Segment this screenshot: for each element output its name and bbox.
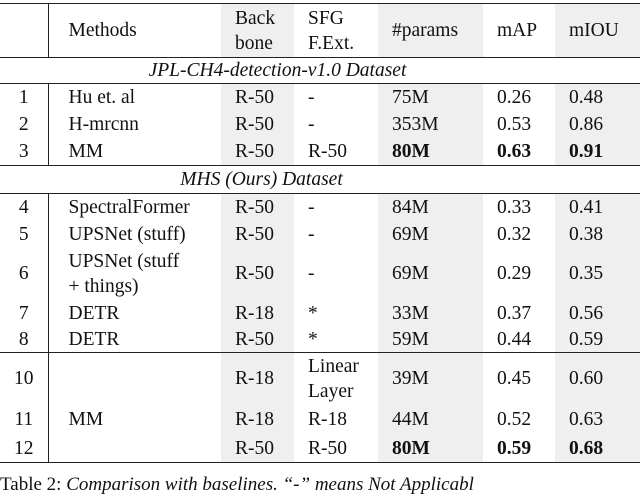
header-methods: Methods: [48, 4, 221, 58]
cell-num: 3: [0, 138, 48, 166]
cell-sfg-line: Layer: [308, 380, 354, 402]
cell-miou: 0.56: [555, 300, 640, 327]
cell-miou: 0.38: [555, 221, 640, 248]
cell-sfg: -: [308, 263, 315, 284]
table-row: [0, 435, 640, 463]
table-row: [0, 248, 640, 300]
cell-backbone: R-50: [221, 194, 294, 221]
cell-backbone: R-18: [221, 405, 294, 435]
cell-num: 10: [0, 353, 48, 405]
cell-miou: 0.59: [555, 327, 640, 353]
cell-method: [48, 248, 221, 300]
cell-miou: 0.60: [555, 353, 640, 405]
cell-method: MM: [68, 409, 104, 430]
cell-params: 69M: [378, 221, 483, 248]
cell-backbone: R-50: [221, 111, 294, 138]
cell-method-line: + things): [68, 275, 139, 297]
table-row: [0, 138, 640, 166]
cell-params: 80M: [378, 435, 483, 463]
cell-method: H-mrcnn: [68, 113, 139, 135]
cell-method: [48, 435, 221, 463]
cell-sfg-line: Linear: [308, 355, 359, 377]
cell-method: MM: [68, 140, 104, 162]
cell-backbone: R-18: [221, 353, 294, 405]
table-row: [0, 327, 640, 353]
header-row: [0, 4, 640, 58]
cell-map: 0.26: [483, 84, 555, 111]
cell-map: 0.29: [497, 263, 532, 284]
cell-map: 0.52: [497, 409, 532, 430]
cell-num: 1: [0, 84, 48, 111]
cell-num: 8: [0, 327, 48, 353]
cell-sfg: -: [294, 84, 378, 111]
cell-sfg: [294, 353, 378, 405]
header-params: #params: [378, 4, 483, 58]
cell-method: DETR: [68, 328, 120, 350]
cell-num: 6: [0, 248, 48, 300]
header-backbone: [221, 4, 294, 58]
cell-params: 75M: [378, 84, 483, 111]
cell-params: 353M: [378, 111, 483, 138]
cell-miou: 0.48: [555, 84, 640, 111]
cell-sfg: R-50: [294, 435, 378, 463]
section-title: MHS (Ours) Dataset: [0, 166, 483, 194]
cell-method: Hu et. al: [48, 84, 221, 111]
table-row: [0, 405, 640, 435]
cell-params: 69M: [378, 248, 483, 300]
cell-params: 33M: [378, 300, 483, 327]
cell-map: 0.63: [497, 140, 532, 162]
cell-method-line: UPSNet (stuff: [68, 250, 180, 272]
cell-backbone: R-50: [221, 221, 294, 248]
cell-num: 7: [0, 300, 48, 327]
cell-backbone: R-50: [221, 248, 294, 300]
header-num: [0, 4, 48, 58]
cell-map: 0.44: [497, 328, 532, 350]
cell-backbone: R-50: [221, 435, 294, 463]
cell-sfg: R-50: [308, 140, 347, 162]
cell-miou: 0.68: [555, 435, 640, 463]
table-row: [0, 194, 640, 221]
cell-sfg: -: [308, 223, 315, 245]
section-header: [0, 166, 640, 194]
table-row: [0, 353, 640, 405]
cell-map: 0.59: [483, 435, 555, 463]
cell-params: 44M: [378, 405, 483, 435]
header-sfg: [294, 4, 378, 58]
header-backbone-l1: Back: [235, 7, 276, 29]
table-row: [0, 111, 640, 138]
cell-method: UPSNet (stuff): [68, 223, 186, 245]
cell-num: 2: [0, 111, 48, 138]
cell-miou: 0.63: [555, 405, 640, 435]
table-row: [0, 221, 640, 248]
cell-num: 12: [0, 435, 48, 463]
section-title: JPL-CH4-detection-v1.0 Dataset: [0, 58, 555, 84]
cell-backbone: R-50: [221, 138, 294, 166]
cell-num: 4: [0, 194, 48, 221]
cell-backbone: R-18: [221, 300, 294, 327]
header-backbone-l2: bone: [235, 32, 273, 54]
cell-miou: 0.86: [555, 111, 640, 138]
header-sfg-l2: F.Ext.: [308, 32, 355, 54]
cell-num: 11: [0, 405, 48, 435]
cell-params: 39M: [378, 353, 483, 405]
cell-params: 80M: [378, 138, 483, 166]
cell-map: 0.53: [497, 113, 532, 135]
cell-map: 0.37: [497, 302, 532, 324]
table-caption: [0, 474, 640, 496]
cell-sfg: -: [294, 194, 378, 221]
cell-method: SpectralFormer: [48, 194, 221, 221]
cell-sfg: R-18: [308, 409, 347, 430]
header-map: mAP: [483, 4, 555, 58]
cell-backbone: R-50: [221, 327, 294, 353]
cell-sfg: *: [308, 328, 318, 350]
caption-text: Comparison with baselines. “-” means Not Applicabl: [66, 474, 474, 495]
cell-sfg: -: [308, 113, 315, 135]
caption-label: Table 2:: [0, 474, 62, 495]
cell-map: 0.32: [497, 223, 532, 245]
cell-map: 0.45: [483, 353, 555, 405]
cell-sfg: *: [308, 302, 318, 324]
table-row: [0, 300, 640, 327]
cell-miou: 0.41: [555, 194, 640, 221]
results-table: [0, 3, 640, 463]
header-miou: mIOU: [555, 4, 640, 58]
cell-num: 5: [0, 221, 48, 248]
cell-map: 0.33: [483, 194, 555, 221]
cell-backbone: R-50: [221, 84, 294, 111]
cell-params: 59M: [378, 327, 483, 353]
cell-method: [48, 353, 221, 405]
table-row: [0, 84, 640, 111]
cell-miou: 0.91: [555, 138, 640, 166]
cell-method: DETR: [68, 302, 120, 324]
header-sfg-l1: SFG: [308, 7, 344, 29]
section-header: [0, 58, 640, 84]
cell-params: 84M: [378, 194, 483, 221]
cell-miou: 0.35: [555, 248, 640, 300]
